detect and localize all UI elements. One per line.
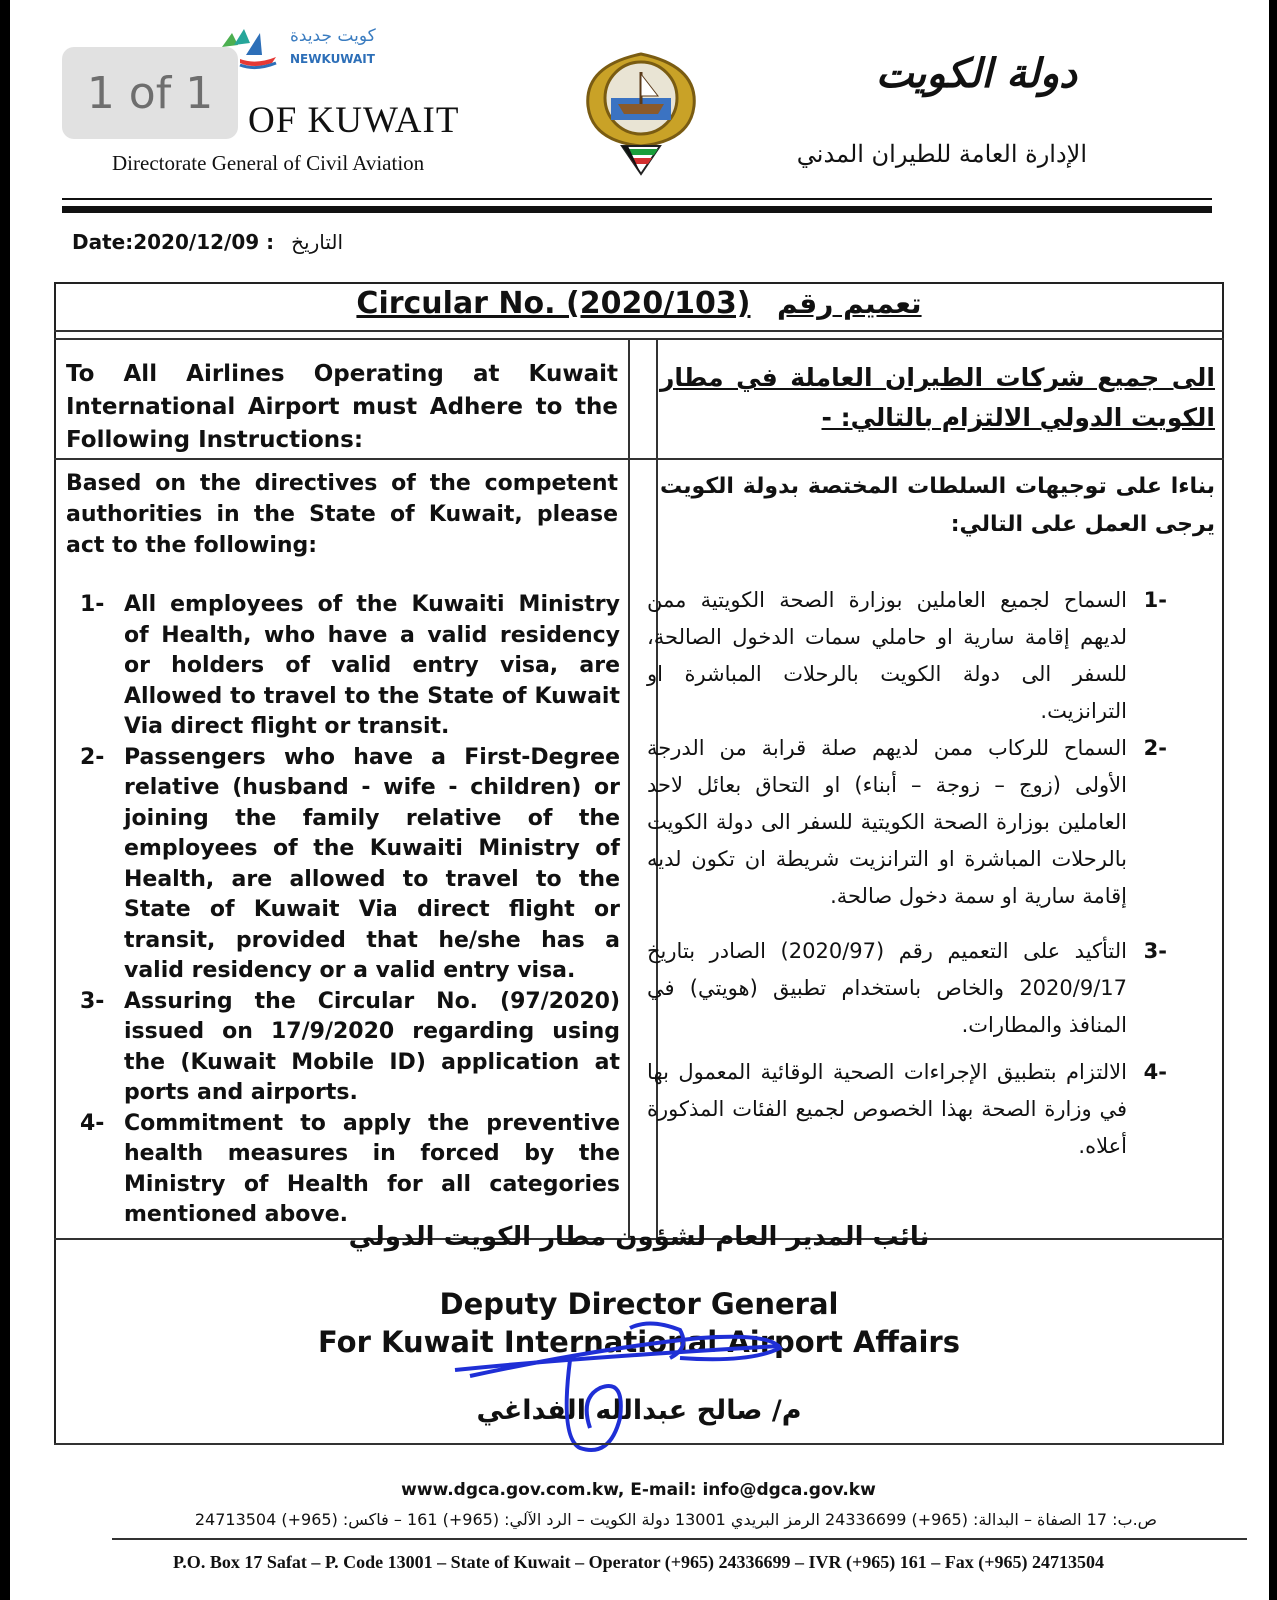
item-text: الالتزام بتطبيق الإجراءات الصحية الوقائية المعمول بها في وزارة الصحة بهذا الخصوص لجميع الفئات المذكورة أعلاه.: [647, 1060, 1127, 1158]
screen-edge-right: [1269, 0, 1277, 1600]
state-name-ar: دولة الكويت: [875, 50, 1077, 97]
newkuwait-logo-text: NEWKUWAIT: [290, 52, 375, 66]
signatory-title-ar: نائب المدير العام لشؤون مطار الكويت الدولي: [348, 1222, 930, 1252]
footer-contact: www.dgca.gov.com.kw, E-mail: info@dgca.gov.kw: [401, 1480, 876, 1500]
circular-label-ar: تعميم رقم: [776, 287, 922, 320]
date-line: [72, 230, 343, 254]
circular-number: Circular No. (2020/103): [356, 286, 751, 321]
item-text: السماح للركاب ممن لديهم صلة قرابة من الدرجة الأولى (زوج – زوجة – أبناء) او التحاق بعائل لاحد العاملين بوزارة الصحة الكويتية للسفر الى دولة الكويت بالرحلات المباشرة او الترانزيت شريطة ان تكون لديه إقامة سارية او سمة دخول صالحة.: [647, 736, 1127, 908]
date-value: Date:2020/12/09 :: [72, 230, 275, 254]
item-text: Commitment to apply the preventive health measures in forced by the Ministry of Health for all categories mentioned above.: [124, 1110, 620, 1227]
item-number: -2: [1143, 736, 1167, 760]
item-number: 4-: [80, 1110, 105, 1136]
footer-address-en: P.O. Box 17 Safat – P. Code 13001 – State of Kuwait – Operator (+965) 24336699 – IVR (+965) 161 – Fax (+965) 24713504: [172, 1552, 1105, 1572]
header-rule-thick: [62, 206, 1212, 213]
item-number: 1-: [80, 592, 105, 617]
signatory-department-en: For Kuwait International Airport Affairs: [318, 1325, 960, 1359]
newkuwait-logo-arabic: كويت جديدة: [290, 26, 376, 46]
item-number: -4: [1143, 1060, 1167, 1084]
footer-rule: [112, 1538, 1247, 1540]
list-item: [647, 933, 1167, 1044]
table-rule-addressee: [54, 458, 1224, 460]
kuwait-emblem-icon: [578, 46, 704, 176]
page-indicator: 1 of 1: [62, 47, 238, 139]
list-item: [647, 582, 1167, 730]
instructions-list-en: [80, 590, 620, 1231]
item-number: 3-: [80, 988, 105, 1014]
state-name-en: OF KUWAIT: [248, 100, 460, 141]
handwritten-signature-icon: [450, 1318, 800, 1458]
list-item: [80, 1109, 620, 1231]
item-text: التأكيد على التعميم رقم (2020/97) الصادر بتاريخ 2020/9/17 والخاص باستخدام تطبيق (هويتي) في المنافذ والمطارات.: [647, 939, 1128, 1037]
list-item: [647, 730, 1167, 915]
item-number: 2-: [80, 744, 105, 770]
item-text: Assuring the Circular No. (97/2020) issued on 17/9/2020 regarding using the (Kuwait Mobile ID) application at ports and airports.: [124, 988, 620, 1105]
intro-ar: بناءا على توجيهات السلطات المختصة بدولة الكويت يرجى العمل على التالي:: [660, 474, 1215, 537]
signatory-title-en: Deputy Director General: [439, 1287, 839, 1321]
screen-edge-left: [0, 0, 10, 1600]
intro-en: Based on the directives of the competent authorities in the State of Kuwait, please act to the following:: [66, 471, 618, 558]
dgca-name-en: Directorate General of Civil Aviation: [112, 151, 425, 175]
item-text: السماح لجميع العاملين بوزارة الصحة الكويتية ممن لديهم إقامة سارية او حاملي سمات الدخول الصالحة، للسفر الى دولة الكويت بالرحلات المباشرة او الترانزيت.: [647, 588, 1127, 723]
list-item: [647, 1054, 1167, 1165]
addressee-ar: الى جميع شركات الطيران العاملة في مطار الكويت الدولي الالتزام بالتالي: -: [660, 363, 1215, 432]
table-rule-title-2: [54, 338, 1224, 340]
list-item: [80, 987, 620, 1109]
addressee-en: To All Airlines Operating at Kuwait International Airport must Adhere to the Following Instructions:: [66, 361, 618, 453]
signatory-name-ar: م/ صالح عبدالله الفداغي: [476, 1395, 802, 1426]
circular-title: [54, 286, 1224, 321]
item-number: -1: [1143, 588, 1167, 612]
item-text: Passengers who have a First-Degree relative (husband - wife - children) or joining the family relative of the employees of the Kuwaiti Ministry of Health, are allowed to travel to the State of Kuwait Via direct flight or transit, provided that he/she has a valid residency or a valid entry visa.: [124, 744, 620, 983]
list-item: [80, 743, 620, 987]
header-rule-thin: [62, 198, 1212, 200]
footer-address-ar: ص.ب: 17 الصفاة – البدالة: (965+) 24336699 الرمز البريدي 13001 دولة الكويت – الرد الآلي: (965+) 161 – فاكس: (965+) 24713504: [194, 1510, 1157, 1529]
item-number: -3: [1143, 939, 1167, 963]
item-text: All employees of the Kuwaiti Ministry of Health, who have a valid residency or holders of valid entry visa, are Allowed to travel to the State of Kuwait Via direct flight or transit.: [124, 592, 620, 739]
table-rule-bottom: [54, 1443, 1224, 1445]
dgca-name-ar: الإدارة العامة للطيران المدني: [796, 140, 1087, 168]
list-item: [80, 590, 620, 743]
table-rule-title: [54, 330, 1224, 332]
date-label-ar: التاريخ: [291, 230, 344, 254]
instructions-list-ar: [647, 582, 1167, 1165]
table-divider-left: [628, 338, 630, 1238]
